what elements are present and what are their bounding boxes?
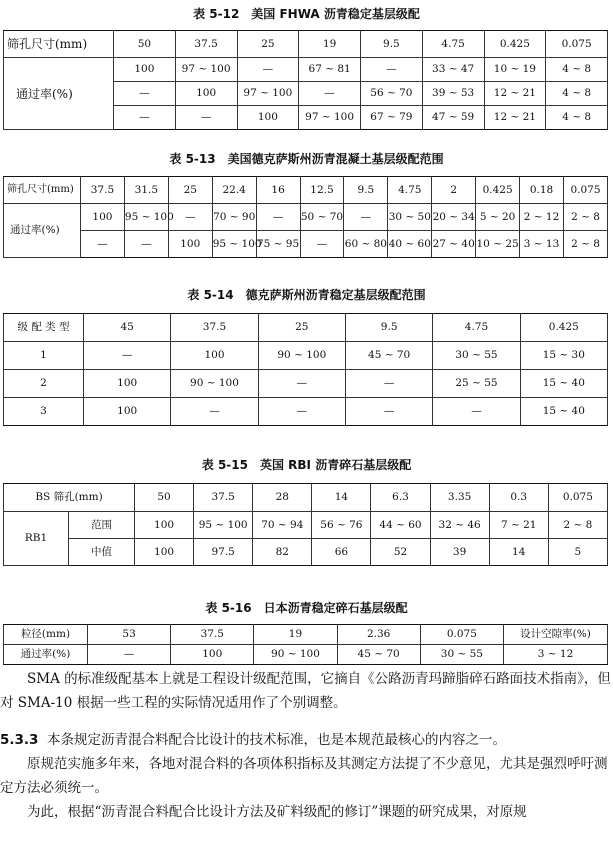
sieve-size: 25 bbox=[168, 177, 212, 204]
section-paragraph bbox=[0, 728, 613, 752]
sieve-size: 12.5 bbox=[300, 177, 344, 204]
table-cell: 90 ~ 100 bbox=[258, 342, 345, 370]
table-header-cell: 2.36 bbox=[337, 625, 420, 645]
sieve-size: 0.425 bbox=[484, 31, 546, 58]
table-cell: 66 bbox=[312, 539, 371, 566]
sieve-size: 37.5 bbox=[171, 314, 258, 342]
sieve-size: 16 bbox=[256, 177, 300, 204]
table-cell: 14 bbox=[489, 539, 548, 566]
table-cell: — bbox=[114, 106, 176, 130]
sieve-size-label: BS 筛孔(mm) bbox=[4, 484, 135, 512]
table-cell: 4 ~ 8 bbox=[546, 82, 608, 106]
table-cell: — bbox=[237, 58, 299, 82]
table-cell: 45 ~ 70 bbox=[337, 645, 420, 665]
table-cell: 100 bbox=[171, 342, 258, 370]
table-header-cell: 53 bbox=[88, 625, 171, 645]
sieve-size: 4.75 bbox=[422, 31, 484, 58]
table-cell: 33 ~ 47 bbox=[422, 58, 484, 82]
table-cell: 56 ~ 76 bbox=[312, 512, 371, 539]
table-cell: 95 ~ 100 bbox=[212, 231, 256, 258]
table-cell: 67 ~ 79 bbox=[361, 106, 423, 130]
table-cell: 100 bbox=[84, 398, 171, 426]
table-cell: — bbox=[258, 398, 345, 426]
table-cell: 100 bbox=[175, 82, 237, 106]
table-cell: 30 ~ 55 bbox=[433, 342, 520, 370]
sieve-size: 0.075 bbox=[548, 484, 607, 512]
table-cell: 2 ~ 12 bbox=[520, 204, 564, 231]
sieve-size: 31.5 bbox=[124, 177, 168, 204]
table-cell: 10 ~ 19 bbox=[484, 58, 546, 82]
table-cell: 25 ~ 55 bbox=[433, 370, 520, 398]
table-cell: — bbox=[361, 58, 423, 82]
table-cell: — bbox=[344, 204, 388, 231]
table-cell: 52 bbox=[371, 539, 430, 566]
sieve-size: 22.4 bbox=[212, 177, 256, 204]
sieve-size: 6.3 bbox=[371, 484, 430, 512]
table-cell: — bbox=[84, 342, 171, 370]
table-cell: 70 ~ 90 bbox=[212, 204, 256, 231]
table-cell: 5 ~ 20 bbox=[476, 204, 520, 231]
table-5-13 bbox=[3, 176, 608, 258]
table-cell: — bbox=[258, 370, 345, 398]
table-cell: 100 bbox=[135, 512, 194, 539]
table-header-cell: 粒径(mm) bbox=[4, 625, 88, 645]
sieve-size: 9.5 bbox=[344, 177, 388, 204]
table-5-12-caption: 表 5-12 美国 FHWA 沥青稳定基层级配 bbox=[193, 7, 420, 21]
table-cell: 3 ~ 12 bbox=[504, 645, 608, 665]
table-cell: 15 ~ 40 bbox=[520, 398, 607, 426]
table-cell: 2 ~ 8 bbox=[548, 512, 607, 539]
section-number: 5.3.3 bbox=[0, 732, 39, 748]
table-cell: 20 ~ 34 bbox=[432, 204, 476, 231]
table-cell: 15 ~ 30 bbox=[520, 342, 607, 370]
table-cell: 100 bbox=[168, 231, 212, 258]
gradation-type: 3 bbox=[4, 398, 84, 426]
sieve-size: 0.425 bbox=[520, 314, 607, 342]
pass-rate-label: 通过率(%) bbox=[4, 58, 114, 130]
table-cell: 15 ~ 40 bbox=[520, 370, 607, 398]
sieve-size-label: 筛孔尺寸(mm) bbox=[4, 177, 81, 204]
table-cell: — bbox=[345, 398, 432, 426]
row-label: 范围 bbox=[69, 512, 135, 539]
table-cell: — bbox=[345, 370, 432, 398]
sieve-size: 50 bbox=[135, 484, 194, 512]
table-cell: 95 ~ 100 bbox=[124, 204, 168, 231]
pass-rate-label: 通过率(%) bbox=[4, 645, 88, 665]
table-cell: 90 ~ 100 bbox=[254, 645, 337, 665]
sieve-size: 0.075 bbox=[546, 31, 608, 58]
sieve-size: 2 bbox=[432, 177, 476, 204]
table-cell: 27 ~ 40 bbox=[432, 231, 476, 258]
table-cell: 60 ~ 80 bbox=[344, 231, 388, 258]
table-cell: — bbox=[81, 231, 125, 258]
table-cell: 7 ~ 21 bbox=[489, 512, 548, 539]
table-cell: 82 bbox=[253, 539, 312, 566]
table-5-12 bbox=[3, 30, 608, 130]
sieve-size: 19 bbox=[299, 31, 361, 58]
sieve-size: 0.075 bbox=[563, 177, 607, 204]
sieve-size: 25 bbox=[237, 31, 299, 58]
table-header-cell: 0.075 bbox=[420, 625, 503, 645]
table-cell: 56 ~ 70 bbox=[361, 82, 423, 106]
table-cell: 10 ~ 25 bbox=[476, 231, 520, 258]
table-5-16 bbox=[3, 624, 608, 665]
paragraph: SMA 的标准级配基本上就是工程设计级配范围，它摘自《公路沥青玛蹄脂碎石路面技术指南》，但对 SMA-10 根据一些工程的实际情况适用作了个别调整。 bbox=[0, 671, 611, 711]
sieve-size: 4.75 bbox=[433, 314, 520, 342]
gradation-type: 1 bbox=[4, 342, 84, 370]
table-cell: 47 ~ 59 bbox=[422, 106, 484, 130]
table-cell: 67 ~ 81 bbox=[299, 58, 361, 82]
table-5-15-caption: 表 5-15 英国 RBI 沥青碎石基层级配 bbox=[201, 458, 412, 472]
sieve-size: 0.425 bbox=[476, 177, 520, 204]
sieve-size: 37.5 bbox=[175, 31, 237, 58]
table-cell: 39 ~ 53 bbox=[422, 82, 484, 106]
table-5-14-caption: 表 5-14 德克萨斯州沥青稳定基层级配范围 bbox=[187, 288, 426, 302]
gradation-type-label: 级 配 类 型 bbox=[4, 314, 84, 342]
sieve-size: 25 bbox=[258, 314, 345, 342]
table-cell: 90 ~ 100 bbox=[171, 370, 258, 398]
table-cell: — bbox=[88, 645, 171, 665]
table-cell: 100 bbox=[114, 58, 176, 82]
table-cell: 30 ~ 50 bbox=[388, 204, 432, 231]
paragraph: 为此，根据“沥青混合料配合比设计方法及矿料级配的修订”课题的研究成果，对原规 bbox=[27, 804, 527, 820]
section-text: 本条规定沥青混合料配合比设计的技术标准，也是本规范最核心的内容之一。 bbox=[47, 732, 507, 748]
table-header-cell: 37.5 bbox=[171, 625, 254, 645]
table-5-14 bbox=[3, 313, 608, 426]
table-cell: 97.5 bbox=[194, 539, 253, 566]
table-header-cell: 设计空隙率(%) bbox=[504, 625, 608, 645]
table-cell: 100 bbox=[171, 645, 254, 665]
sieve-size: 28 bbox=[253, 484, 312, 512]
row-label: 中值 bbox=[69, 539, 135, 566]
table-cell: 5 bbox=[548, 539, 607, 566]
table-cell: 12 ~ 21 bbox=[484, 106, 546, 130]
table-cell: 2 ~ 8 bbox=[563, 204, 607, 231]
table-5-16-caption: 表 5-16 日本沥青稳定碎石基层级配 bbox=[205, 601, 408, 615]
table-cell: 4 ~ 8 bbox=[546, 106, 608, 130]
table-cell: 32 ~ 46 bbox=[430, 512, 489, 539]
sieve-size: 37.5 bbox=[81, 177, 125, 204]
sieve-size: 37.5 bbox=[194, 484, 253, 512]
gradation-type: 2 bbox=[4, 370, 84, 398]
table-cell: — bbox=[175, 106, 237, 130]
sieve-size: 3.35 bbox=[430, 484, 489, 512]
body-text bbox=[0, 667, 613, 824]
table-cell: 97 ~ 100 bbox=[175, 58, 237, 82]
sieve-size-label: 筛孔尺寸(mm) bbox=[4, 31, 114, 58]
group-label: RB1 bbox=[4, 512, 69, 566]
table-cell: — bbox=[256, 204, 300, 231]
sieve-size: 14 bbox=[312, 484, 371, 512]
table-header-cell: 19 bbox=[254, 625, 337, 645]
table-cell: — bbox=[124, 231, 168, 258]
table-cell: 30 ~ 55 bbox=[420, 645, 503, 665]
table-cell: — bbox=[300, 231, 344, 258]
table-cell: — bbox=[168, 204, 212, 231]
table-cell: 39 bbox=[430, 539, 489, 566]
table-cell: 50 ~ 70 bbox=[300, 204, 344, 231]
table-cell: — bbox=[299, 82, 361, 106]
table-cell: 70 ~ 94 bbox=[253, 512, 312, 539]
table-cell: — bbox=[433, 398, 520, 426]
table-cell: 12 ~ 21 bbox=[484, 82, 546, 106]
table-cell: 2 ~ 8 bbox=[563, 231, 607, 258]
table-cell: 75 ~ 95 bbox=[256, 231, 300, 258]
table-cell: 45 ~ 70 bbox=[345, 342, 432, 370]
table-cell: 97 ~ 100 bbox=[237, 82, 299, 106]
table-cell: 4 ~ 8 bbox=[546, 58, 608, 82]
table-cell: 100 bbox=[81, 204, 125, 231]
sieve-size: 50 bbox=[114, 31, 176, 58]
sieve-size: 0.3 bbox=[489, 484, 548, 512]
table-cell: 44 ~ 60 bbox=[371, 512, 430, 539]
sieve-size: 9.5 bbox=[345, 314, 432, 342]
sieve-size: 9.5 bbox=[361, 31, 423, 58]
pass-rate-label: 通过率(%) bbox=[4, 204, 81, 258]
table-cell: 100 bbox=[84, 370, 171, 398]
table-5-15 bbox=[3, 483, 608, 566]
table-cell: 97 ~ 100 bbox=[299, 106, 361, 130]
sieve-size: 0.18 bbox=[520, 177, 564, 204]
sieve-size: 45 bbox=[84, 314, 171, 342]
sieve-size: 4.75 bbox=[388, 177, 432, 204]
table-cell: 40 ~ 60 bbox=[388, 231, 432, 258]
table-cell: 95 ~ 100 bbox=[194, 512, 253, 539]
table-cell: 3 ~ 13 bbox=[520, 231, 564, 258]
table-5-13-caption: 表 5-13 美国德克萨斯州沥青混凝土基层级配范围 bbox=[169, 152, 444, 166]
table-cell: 100 bbox=[237, 106, 299, 130]
table-cell: — bbox=[171, 398, 258, 426]
paragraph: 原规范实施多年来，各地对混合料的各项体积指标及其测定方法提了不少意见，尤其是强烈呼吁测定方法必须统一。 bbox=[0, 756, 608, 796]
table-cell: 100 bbox=[135, 539, 194, 566]
table-cell: — bbox=[114, 82, 176, 106]
